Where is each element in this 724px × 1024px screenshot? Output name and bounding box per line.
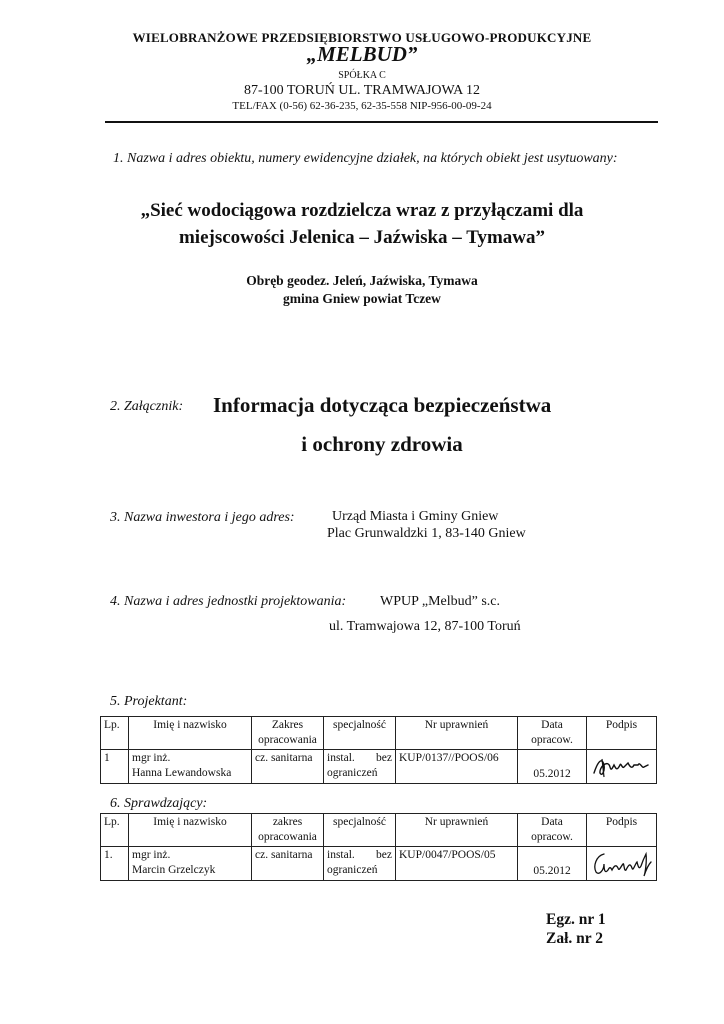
person-title: mgr inż. bbox=[132, 752, 171, 764]
col-header: Lp. bbox=[101, 717, 129, 750]
company-form: SPÓŁKA C bbox=[338, 70, 386, 81]
col-header: zakres opracowania bbox=[252, 814, 324, 847]
col-header: Imię i nazwisko bbox=[129, 814, 252, 847]
signature-cell bbox=[587, 750, 657, 784]
attachment-title-line2: i ochrony zdrowia bbox=[301, 432, 463, 456]
person-fullname: Hanna Lewandowska bbox=[132, 767, 232, 779]
copy-number: Egz. nr 1 bbox=[546, 911, 606, 928]
investor-name: Urząd Miasta i Gminy Gniew bbox=[332, 509, 499, 524]
attachment-number: Zał. nr 2 bbox=[546, 930, 603, 947]
investor-address: Plac Grunwaldzki 1, 83-140 Gniew bbox=[327, 526, 526, 541]
specialty-part: bez bbox=[376, 752, 392, 764]
project-location-line2: gmina Gniew powiat Tczew bbox=[283, 291, 441, 306]
specialty-part: bez bbox=[376, 849, 392, 861]
company-name: „MELBUD” bbox=[306, 42, 418, 66]
designer-table bbox=[100, 716, 657, 784]
project-location-line1: Obręb geodez. Jeleń, Jaźwiska, Tymawa bbox=[246, 273, 478, 288]
table-row bbox=[101, 750, 657, 784]
col-header: Podpis bbox=[587, 717, 657, 750]
project-location bbox=[0, 272, 724, 308]
row-number: 1 bbox=[101, 750, 129, 784]
person-title: mgr inż. bbox=[132, 849, 171, 861]
license-number: KUP/0137//POOS/06 bbox=[396, 750, 518, 784]
table-header-row bbox=[101, 717, 657, 750]
signature-lewandowska bbox=[590, 751, 652, 781]
project-title bbox=[0, 197, 724, 251]
col-header: Data opracow. bbox=[518, 814, 587, 847]
company-address: 87-100 TORUŃ UL. TRAMWAJOWA 12 bbox=[243, 83, 481, 98]
specialty-part: instal. bbox=[327, 849, 355, 861]
attachment-title-line1: Informacja dotycząca bezpieczeństwa bbox=[213, 393, 552, 417]
date: 05.2012 bbox=[518, 847, 587, 881]
section1-label: 1. Nazwa i adres obiektu, numery ewidencyjne działek, na których obiekt jest usytuowany: bbox=[113, 151, 618, 166]
project-title-line2: miejscowości Jelenica – Jaźwiska – Tymawa” bbox=[178, 227, 546, 248]
specialty-part: instal. bbox=[327, 752, 355, 764]
section2-label: 2. Załącznik: bbox=[110, 399, 184, 414]
col-header: Podpis bbox=[587, 814, 657, 847]
col-header: Nr uprawnień bbox=[396, 814, 518, 847]
section6-label: 6. Sprawdzający: bbox=[110, 796, 208, 811]
section5-label: 5. Projektant: bbox=[110, 694, 188, 709]
checker-table bbox=[100, 813, 657, 881]
section3-label: 3. Nazwa inwestora i jego adres: bbox=[110, 510, 295, 525]
specialty-part: ograniczeń bbox=[327, 767, 378, 779]
signature-cell bbox=[587, 847, 657, 881]
person-name bbox=[129, 750, 252, 784]
col-header: Zakres opracowania bbox=[252, 717, 324, 750]
person-fullname: Marcin Grzelczyk bbox=[132, 864, 216, 876]
specialty bbox=[324, 750, 396, 784]
copy-info bbox=[546, 910, 606, 948]
col-header: Data opracow. bbox=[518, 717, 587, 750]
col-header: Lp. bbox=[101, 814, 129, 847]
row-number: 1. bbox=[101, 847, 129, 881]
scope: cz. sanitarna bbox=[252, 847, 324, 881]
section4-label: 4. Nazwa i adres jednostki projektowania: bbox=[110, 594, 347, 609]
company-contacts: TEL/FAX (0-56) 62-36-235, 62-35-558 NIP-956-00-09-24 bbox=[232, 100, 492, 112]
design-unit-address: ul. Tramwajowa 12, 87-100 Toruń bbox=[329, 619, 521, 634]
table-header-row bbox=[101, 814, 657, 847]
scope: cz. sanitarna bbox=[252, 750, 324, 784]
signature-grzelczyk bbox=[590, 848, 654, 878]
design-unit-name: WPUP „Melbud” s.c. bbox=[380, 594, 501, 609]
company-type-line: WIELOBRANŻOWE PRZEDSIĘBIORSTWO USŁUGOWO-PRODUKCYJNE bbox=[132, 30, 592, 45]
col-header: Nr uprawnień bbox=[396, 717, 518, 750]
col-header: specjalność bbox=[324, 717, 396, 750]
header-divider bbox=[105, 121, 658, 123]
project-title-line1: „Sieć wodociągowa rozdzielcza wraz z przyłączami dla bbox=[140, 200, 584, 221]
date: 05.2012 bbox=[518, 750, 587, 784]
table-row bbox=[101, 847, 657, 881]
specialty bbox=[324, 847, 396, 881]
col-header: Imię i nazwisko bbox=[129, 717, 252, 750]
license-number: KUP/0047/POOS/05 bbox=[396, 847, 518, 881]
col-header: specjalność bbox=[324, 814, 396, 847]
specialty-part: ograniczeń bbox=[327, 864, 378, 876]
person-name bbox=[129, 847, 252, 881]
